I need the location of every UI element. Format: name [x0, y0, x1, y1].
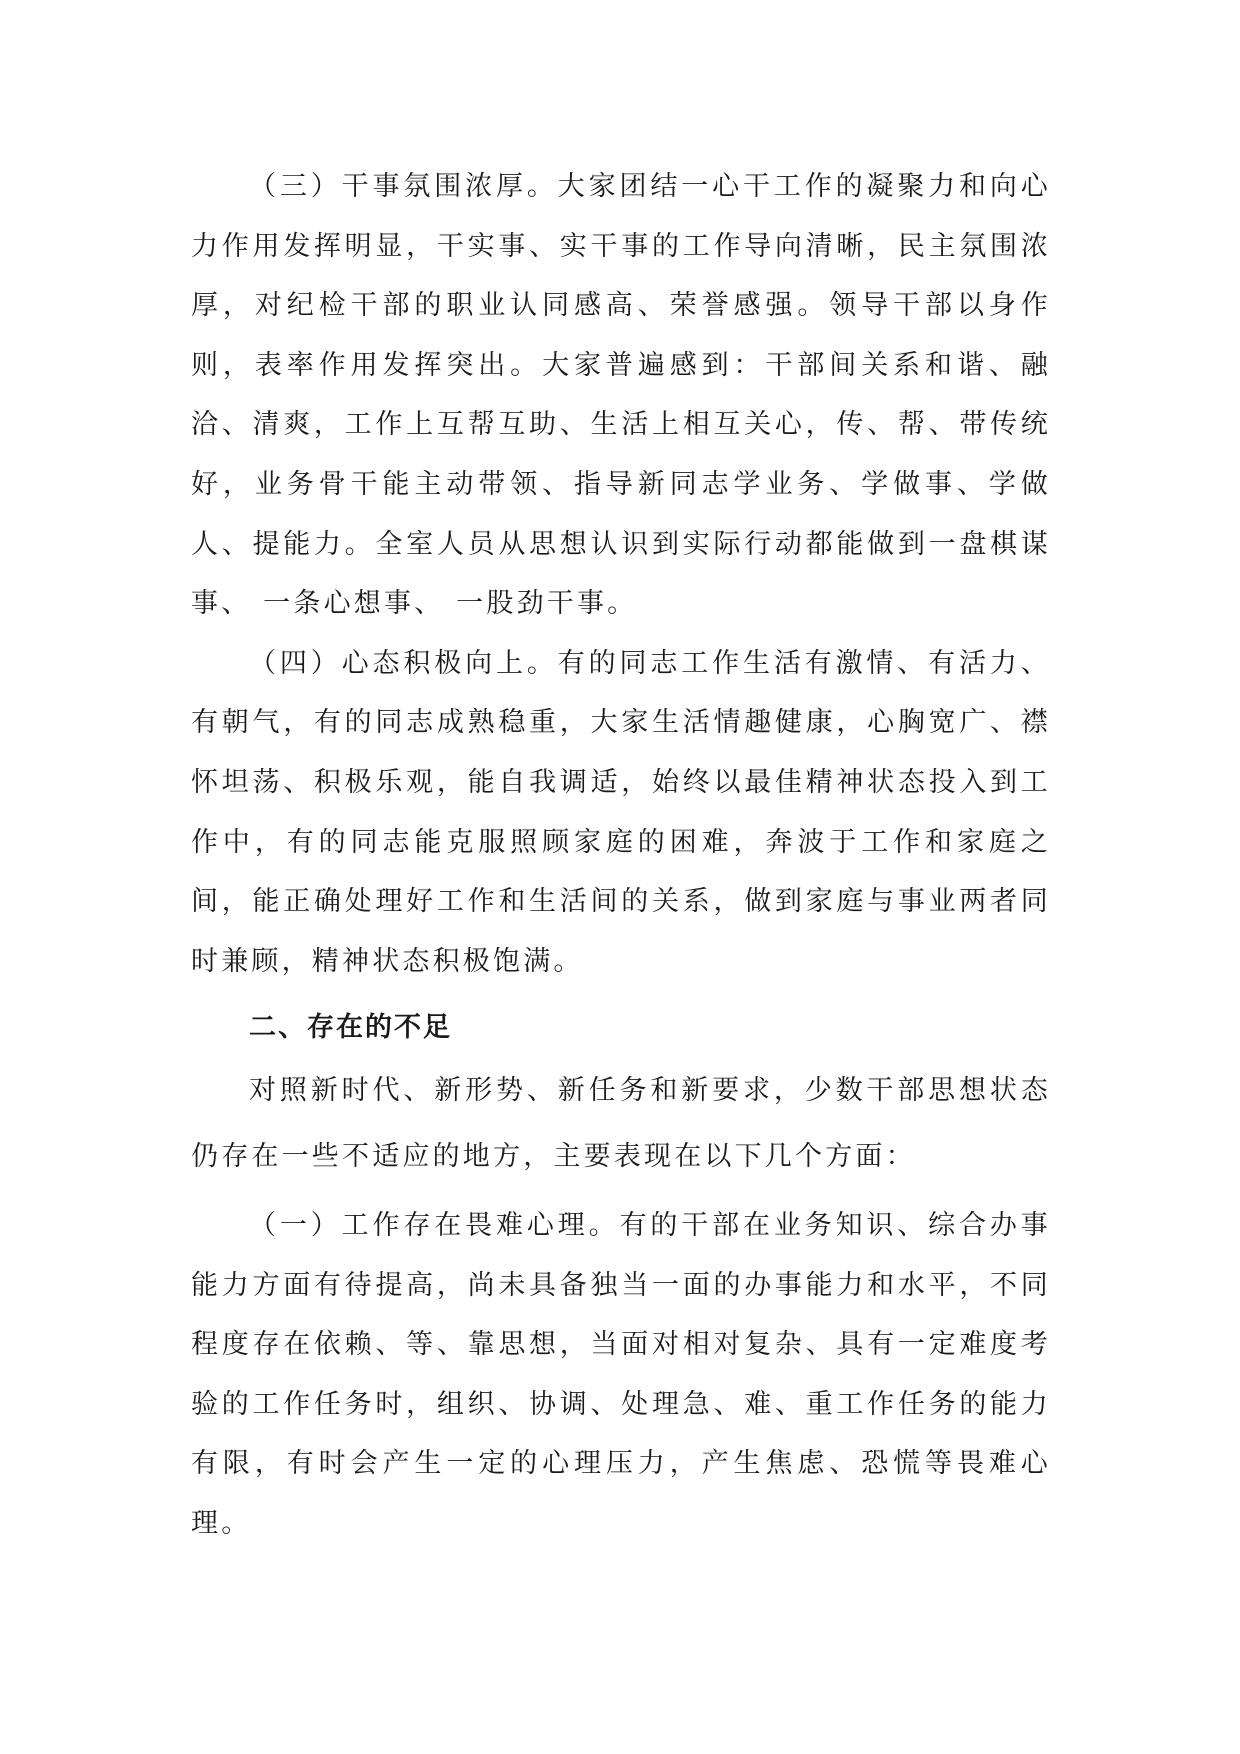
paragraph-fear-of-difficulty: （一）工作存在畏难心理。有的干部在业务知识、综合办事能力方面有待提高，尚未具备独当一面的办事能力和水平，不同程度存在依赖、等、靠思想，当面对相对复杂、具有一定难度考验的工作任务时，组织、协调、处理急、难、重工作任务的能力有限，有时会产生一定的心理压力，产生焦虑、恐慌等畏难心理。 [191, 1209, 1051, 1539]
paragraph-atmosphere: （三）干事氛围浓厚。大家团结一心干工作的凝聚力和向心力作用发挥明显，干实事、实干事的工作导向清晰，民主氛围浓厚，对纪检干部的职业认同感高、荣誉感强。领导干部以身作则，表率作用发挥突出。大家普遍感到：干部间关系和谐、融洽、清爽，工作上互帮互助、生活上相互关心，传、帮、带传统好，业务骨干能主动带领、指导新同志学业务、学做事、学做人、提能力。全室人员从思想认识到实际行动都能做到一盘棋谋事、 一条心想事、 一股劲干事。 [191, 171, 1051, 620]
document-body [191, 157, 1051, 1553]
paragraph-intro-shortcomings: 对照新时代、新形势、新任务和新要求，少数干部思想状态仍存在一些不适应的地方，主要表现在以下几个方面： [191, 1074, 1051, 1172]
section-heading-shortcomings: 二、存在的不足 [249, 1012, 452, 1044]
paragraph-mindset: （四）心态积极向上。有的同志工作生活有激情、有活力、有朝气，有的同志成熟稳重，大家生活情趣健康，心胸宽广、襟怀坦荡、积极乐观，能自我调适，始终以最佳精神状态投入到工作中，有的同志能克服照顾家庭的困难，奔波于工作和家庭之间，能正确处理好工作和生活间的关系，做到家庭与事业两者同时兼顾，精神状态积极饱满。 [191, 647, 1051, 977]
